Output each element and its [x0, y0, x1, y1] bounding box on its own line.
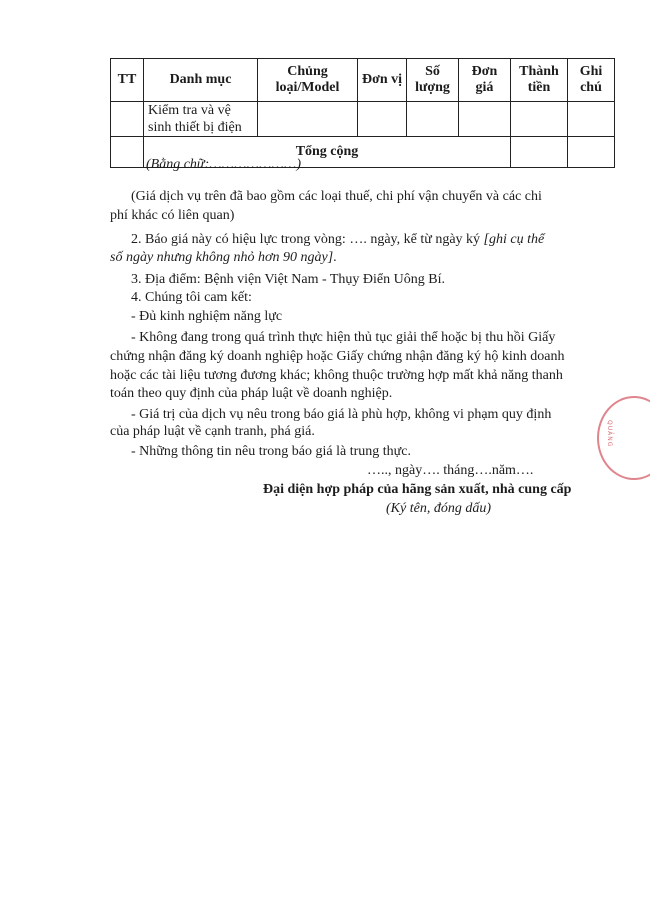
cell-quantity: [407, 102, 459, 137]
commitment-2-line-1: - Không đang trong quá trình thực hiện thủ tục giải thể hoặc bị thu hồi Giấy: [131, 330, 556, 345]
commitment-2-line-2: chứng nhận đăng ký doanh nghiệp hoặc Giấy chứng nhận đăng ký hộ kinh doanh: [110, 349, 565, 364]
cell-unit-price: [459, 102, 511, 137]
total-label: Tổng cộng: [144, 137, 511, 168]
cell-amount: [511, 102, 568, 137]
cell-tt: [111, 102, 144, 137]
validity-hint-cont: số ngày nhưng không nhỏ hơn 90 ngày]: [110, 250, 334, 265]
cell-model: [258, 102, 358, 137]
commitment-4: - Những thông tin nêu trong báo giá là trung thực.: [131, 444, 411, 459]
total-amount-cell: [511, 137, 568, 168]
commitment-3-line-1: - Giá trị của dịch vụ nêu trong báo giá là phù hợp, không vi phạm quy định: [131, 407, 552, 422]
commitment-3-line-2: của pháp luật về cạnh tranh, phá giá.: [110, 424, 315, 439]
category-line-2: sinh thiết bị điện: [148, 120, 242, 135]
cell-unit: [358, 102, 407, 137]
quotation-table: [110, 58, 615, 168]
date-line: ….., ngày…. tháng….năm….: [367, 463, 534, 478]
price-note-line-2: phí khác có liên quan): [110, 208, 235, 223]
validity-line-1: [131, 231, 544, 248]
header-quantity: Số lượng: [407, 59, 459, 102]
total-empty-cell: [111, 137, 144, 168]
validity-text: 2. Báo giá này có hiệu lực trong vòng: …. ngày, kể từ ngày ký: [131, 232, 484, 247]
table-row: [111, 102, 615, 137]
header-amount: Thành tiền: [511, 59, 568, 102]
header-unit-price: Đơn giá: [459, 59, 511, 102]
header-tt: TT: [111, 59, 144, 102]
commitment-2-line-3: hoặc các tài liệu tương đương khác; không thuộc trường hợp mất khả năng thanh: [110, 368, 563, 383]
commitment-2-line-4: toán theo quy định của pháp luật về doanh nghiệp.: [110, 386, 393, 401]
validity-period: .: [333, 250, 337, 265]
seal-text: QUẢNG: [606, 420, 613, 448]
validity-line-2: [110, 249, 337, 266]
commitment-1: - Đủ kinh nghiệm năng lực: [131, 309, 283, 324]
cell-category: [144, 102, 258, 137]
header-note: Ghi chú: [568, 59, 615, 102]
total-note-cell: [568, 137, 615, 168]
header-model: Chủng loại/Model: [258, 59, 358, 102]
header-unit: Đơn vị: [358, 59, 407, 102]
amount-in-words: (Bằng chữ:…………………): [146, 157, 302, 172]
validity-hint: [ghi cụ thể: [483, 232, 545, 247]
header-category: Danh mục: [144, 59, 258, 102]
signature-note: (Ký tên, đóng dấu): [386, 501, 491, 516]
cell-note: [568, 102, 615, 137]
location: 3. Địa điểm: Bệnh viện Việt Nam - Thụy Điển Uông Bí.: [131, 272, 445, 287]
commitment-heading: 4. Chúng tôi cam kết:: [131, 290, 252, 305]
table-header-row: [111, 59, 615, 102]
company-seal: [597, 396, 650, 480]
category-line-1: Kiểm tra và vệ: [148, 103, 231, 118]
price-note-line-1: (Giá dịch vụ trên đã bao gồm các loại thuế, chi phí vận chuyển và các chi: [131, 189, 542, 204]
representative-title: Đại diện hợp pháp của hãng sản xuất, nhà cung cấp: [263, 482, 572, 497]
